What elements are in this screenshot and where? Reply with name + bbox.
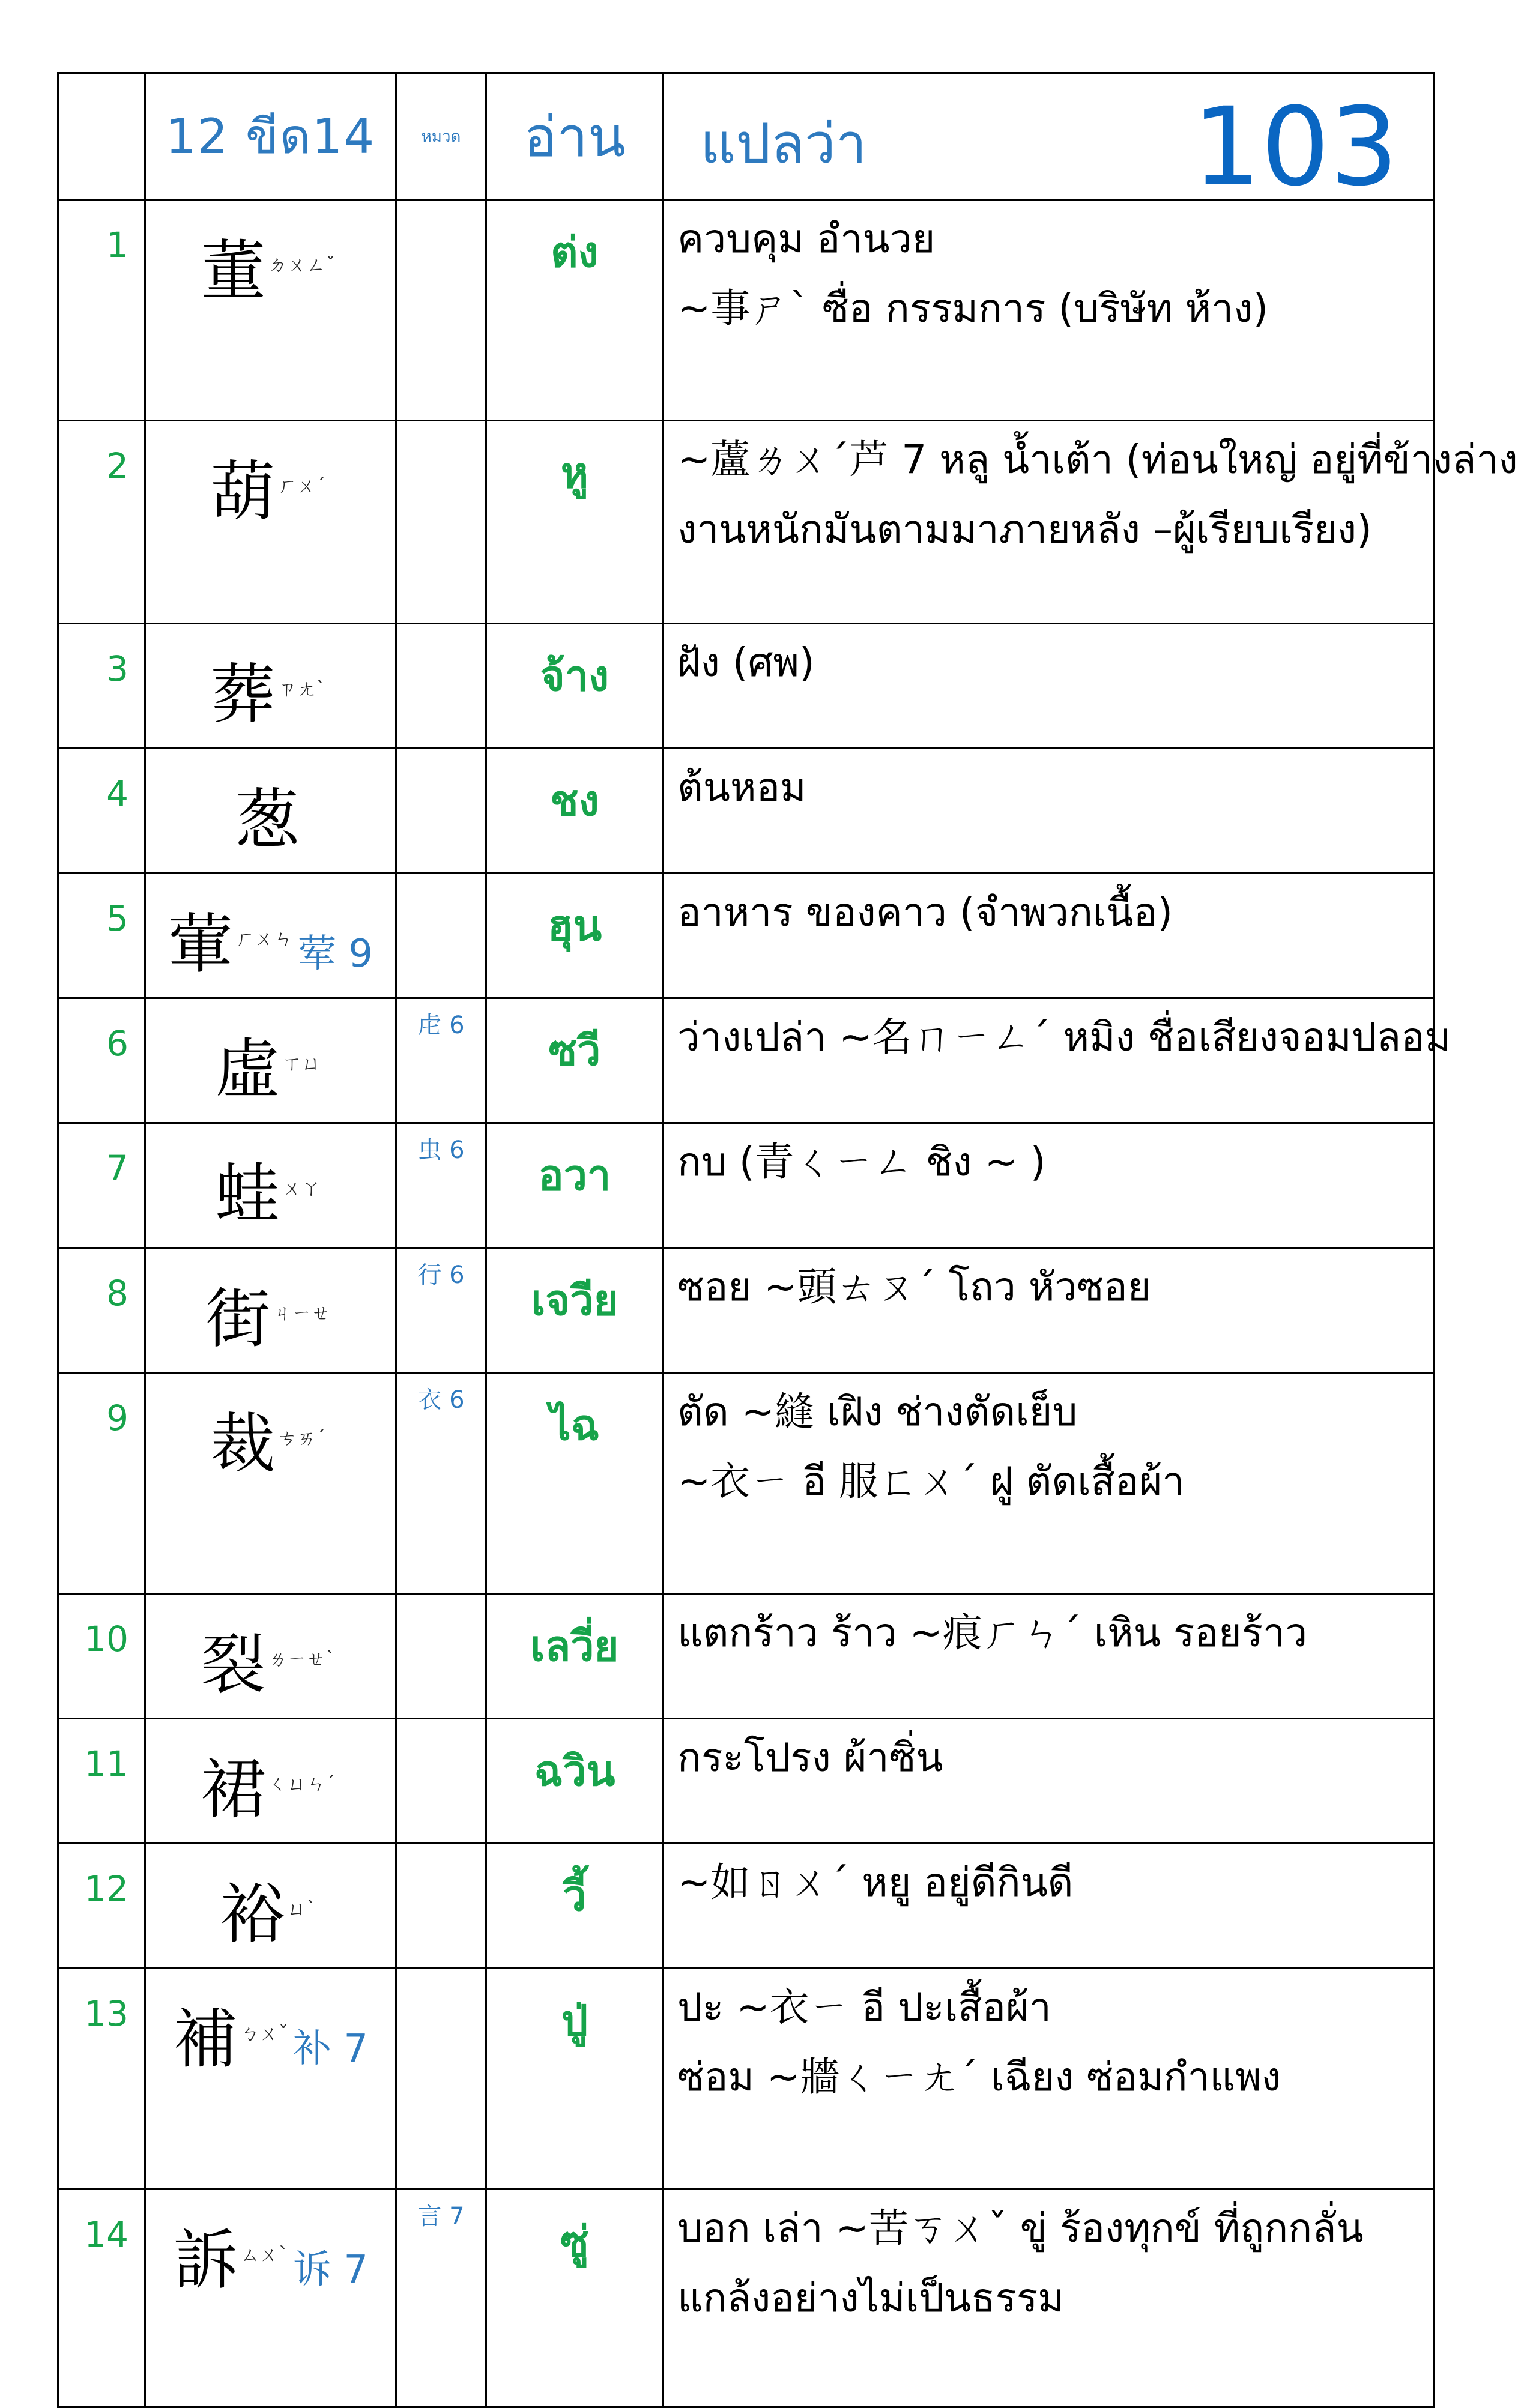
meaning-line: ~蘆ㄌㄨˊ芦 7 หลู น้ำเต้า (ท่อนใหญ่ อยู่ที่ข้างล่าง xyxy=(677,436,1518,483)
bopomofo: ㄘㄞˊ xyxy=(277,1426,326,1449)
reading-cell: จ้าง xyxy=(486,624,664,749)
chinese-character: 虛 xyxy=(215,1032,280,1107)
character-cell xyxy=(145,1594,396,1719)
row-number: 5 xyxy=(58,874,145,998)
table-row xyxy=(58,1969,1435,2189)
character-group xyxy=(146,1862,395,1955)
table-row xyxy=(58,2189,1435,2407)
header-strokes: 12 ขีด14 xyxy=(145,73,396,200)
chinese-character: 裁 xyxy=(210,1407,276,1482)
meaning-cell xyxy=(664,1594,1435,1719)
reading-cell: อวา xyxy=(486,1123,664,1248)
meaning-line: แตกร้าว ร้าว ~痕ㄏㄣˊ เหิน รอยร้าว xyxy=(677,1610,1308,1656)
meaning-line: บอก เล่า ~苦ㄎㄨˇ ขู่ ร้องทุกข์ ที่ถูกกลั่น xyxy=(677,2205,1364,2251)
character-cell xyxy=(145,874,396,998)
row-number: 10 xyxy=(58,1594,145,1719)
meaning-line: ควบคุม อำนวย xyxy=(677,216,936,262)
meaning-line: ปะ ~衣ㄧ อี ปะเสื้อผ้า xyxy=(677,1984,1051,2030)
character-group xyxy=(146,1267,395,1360)
meaning-line: แกล้งอย่างไม่เป็นธรรม xyxy=(677,2275,1064,2321)
header-radical: หมวด xyxy=(396,73,486,200)
meaning-cell xyxy=(664,998,1451,1123)
meaning-cell xyxy=(664,1373,1435,1594)
character-cell xyxy=(145,200,396,421)
character-group xyxy=(146,1142,395,1235)
radical-cell xyxy=(396,421,486,624)
meaning-cell xyxy=(664,2189,1435,2407)
character-cell xyxy=(145,1248,396,1373)
row-number: 4 xyxy=(58,749,145,874)
reading-cell: ซู่ xyxy=(486,2189,664,2407)
bopomofo: ㄏㄨˊ xyxy=(277,474,326,497)
meaning-line: ต้นหอม xyxy=(677,764,806,810)
character-group xyxy=(146,892,395,985)
header-number-cell xyxy=(58,73,145,200)
character-cell xyxy=(145,998,396,1123)
chinese-character: 葱 xyxy=(234,782,300,857)
bopomofo: ㄙㄨˋ xyxy=(240,2243,288,2266)
meaning-line: ซ่อม ~牆ㄑㄧㄤˊ เฉียง ซ่อมกำแพง xyxy=(677,2054,1281,2100)
reading-cell: ชง xyxy=(486,749,664,874)
character-group xyxy=(146,2208,395,2301)
reading-cell: ไฉ xyxy=(486,1373,664,1594)
table-row xyxy=(58,1719,1435,1844)
meaning-cell xyxy=(664,421,1518,624)
header-meaning-cell xyxy=(664,73,1435,210)
character-cell xyxy=(145,1719,396,1844)
meaning-line: กระโปรง ผ้าซิ่น xyxy=(677,1734,943,1781)
character-group xyxy=(146,642,395,735)
character-group xyxy=(146,1392,395,1485)
meaning-cell xyxy=(664,749,1435,874)
character-cell xyxy=(145,1373,396,1594)
character-cell xyxy=(145,1969,396,2189)
chinese-character: 補 xyxy=(172,2002,238,2077)
bopomofo: ㄐㄧㄝ xyxy=(273,1302,331,1324)
meaning-line: ~衣ㄧ อี 服ㄈㄨˊ ฝู ตัดเสื้อผ้า xyxy=(677,1458,1185,1504)
radical-cell xyxy=(396,624,486,749)
table-row xyxy=(58,200,1435,421)
meaning-line: ตัด ~縫 เฝิง ช่างตัดเย็บ xyxy=(677,1389,1078,1435)
character-group xyxy=(146,1017,395,1110)
reading-cell: ฮุน xyxy=(486,874,664,998)
row-number: 12 xyxy=(58,1844,145,1969)
table-row xyxy=(58,421,1435,624)
vocabulary-table xyxy=(57,72,1518,2408)
reading-cell: ต่ง xyxy=(486,200,664,421)
chinese-character: 葬 xyxy=(210,657,276,732)
character-group xyxy=(146,767,395,860)
row-number: 9 xyxy=(58,1373,145,1594)
chinese-character: 葷 xyxy=(168,907,233,982)
bopomofo: ㄅㄨˇ xyxy=(240,2022,288,2045)
radical-cell: 行 6 xyxy=(396,1248,486,1373)
character-group xyxy=(146,439,395,533)
table-row xyxy=(58,1844,1435,1969)
chinese-character: 裂 xyxy=(201,1628,266,1703)
meaning-line: งานหนักมันตามมาภายหลัง –ผู้เรียบเรียง) xyxy=(677,506,1372,552)
bopomofo: ㄉㄨㄥˇ xyxy=(268,253,336,276)
page-number: 103 xyxy=(1192,85,1399,210)
bopomofo: ㄨㄚ xyxy=(282,1177,321,1199)
chinese-character: 董 xyxy=(201,234,266,309)
table-row xyxy=(58,874,1435,998)
table-row xyxy=(58,1123,1435,1248)
character-cell xyxy=(145,749,396,874)
meaning-line: ว่างเปล่า ~名ㄇㄧㄥˊ หมิง ชื่อเสียงจอมปลอม xyxy=(677,1014,1451,1060)
chinese-character: 裙 xyxy=(201,1752,266,1827)
radical-cell xyxy=(396,1594,486,1719)
simplified-form: 荤 9 xyxy=(297,932,373,976)
reading-cell: หู xyxy=(486,421,664,624)
header-meaning: แปลว่า xyxy=(700,112,867,176)
meaning-cell xyxy=(664,1719,1435,1844)
table-row xyxy=(58,998,1435,1123)
character-cell xyxy=(145,421,396,624)
table-row xyxy=(58,749,1435,874)
meaning-line: อาหาร ของคาว (จำพวกเนื้อ) xyxy=(677,889,1173,935)
meaning-cell xyxy=(664,1123,1435,1248)
character-group xyxy=(146,1737,395,1830)
bopomofo: ㄒㄩ xyxy=(282,1052,321,1075)
radical-cell xyxy=(396,1719,486,1844)
row-number: 3 xyxy=(58,624,145,749)
reading-cell: วี้ xyxy=(486,1844,664,1969)
reading-cell: ปู่ xyxy=(486,1969,664,2189)
character-group xyxy=(146,219,395,312)
meaning-cell xyxy=(664,1248,1435,1373)
chinese-character: 葫 xyxy=(210,454,276,530)
meaning-line: ~如ㄖㄨˊ หยู อยู่ดีกินดี xyxy=(677,1859,1074,1906)
meaning-line: ฝัง (ศพ) xyxy=(677,639,815,686)
character-cell xyxy=(145,1123,396,1248)
bopomofo: ㄌㄧㄝˋ xyxy=(268,1647,336,1670)
chinese-character: 蛙 xyxy=(215,1157,280,1232)
radical-cell: 虍 6 xyxy=(396,998,486,1123)
header-row xyxy=(58,73,1435,200)
meaning-line: ซอย ~頭ㄊㄡˊ โถว หัวซอย xyxy=(677,1264,1151,1310)
chinese-character: 裕 xyxy=(220,1877,285,1952)
row-number: 7 xyxy=(58,1123,145,1248)
bopomofo: ㄏㄨㄣ xyxy=(235,927,293,950)
radical-cell: 言 7 xyxy=(396,2189,486,2407)
character-cell xyxy=(145,1844,396,1969)
reading-cell: ซวี xyxy=(486,998,664,1123)
row-number: 14 xyxy=(58,2189,145,2407)
radical-cell: 衣 6 xyxy=(396,1373,486,1594)
bopomofo: ㄗㄤˋ xyxy=(277,677,326,700)
character-group xyxy=(146,1613,395,1706)
reading-cell: เลวี่ย xyxy=(486,1594,664,1719)
chinese-character: 訴 xyxy=(172,2223,238,2298)
radical-cell xyxy=(396,749,486,874)
meaning-cell xyxy=(664,1844,1435,1969)
row-number: 13 xyxy=(58,1969,145,2189)
table-row xyxy=(58,1594,1435,1719)
row-number: 1 xyxy=(58,200,145,421)
meaning-line: ~事ㄕˋ ซื่อ กรรมการ (บริษัท ห้าง) xyxy=(677,285,1269,331)
meaning-cell xyxy=(664,874,1435,998)
meaning-cell xyxy=(664,1969,1435,2189)
character-group xyxy=(146,1987,395,2080)
radical-cell xyxy=(396,200,486,421)
header-reading: อ่าน xyxy=(486,73,664,200)
reading-cell: เจวีย xyxy=(486,1248,664,1373)
character-cell xyxy=(145,2189,396,2407)
simplified-form: 诉 7 xyxy=(292,2248,369,2292)
row-number: 11 xyxy=(58,1719,145,1844)
radical-cell xyxy=(396,874,486,998)
radical-cell xyxy=(396,1969,486,2189)
row-number: 8 xyxy=(58,1248,145,1373)
meaning-cell xyxy=(664,200,1435,421)
row-number: 2 xyxy=(58,421,145,624)
radical-cell xyxy=(396,1844,486,1969)
table-row xyxy=(58,1373,1435,1594)
table-row xyxy=(58,1248,1435,1373)
simplified-form: 补 7 xyxy=(292,2027,369,2071)
bopomofo: ㄩˋ xyxy=(287,1897,316,1920)
radical-cell: 虫 6 xyxy=(396,1123,486,1248)
chinese-character: 街 xyxy=(205,1282,271,1357)
table-row xyxy=(58,624,1435,749)
meaning-line: กบ (青ㄑㄧㄥ ชิง ~ ) xyxy=(677,1139,1046,1185)
bopomofo: ㄑㄩㄣˊ xyxy=(268,1772,336,1795)
character-cell xyxy=(145,624,396,749)
reading-cell: ฉวิน xyxy=(486,1719,664,1844)
meaning-cell xyxy=(664,624,1435,749)
row-number: 6 xyxy=(58,998,145,1123)
